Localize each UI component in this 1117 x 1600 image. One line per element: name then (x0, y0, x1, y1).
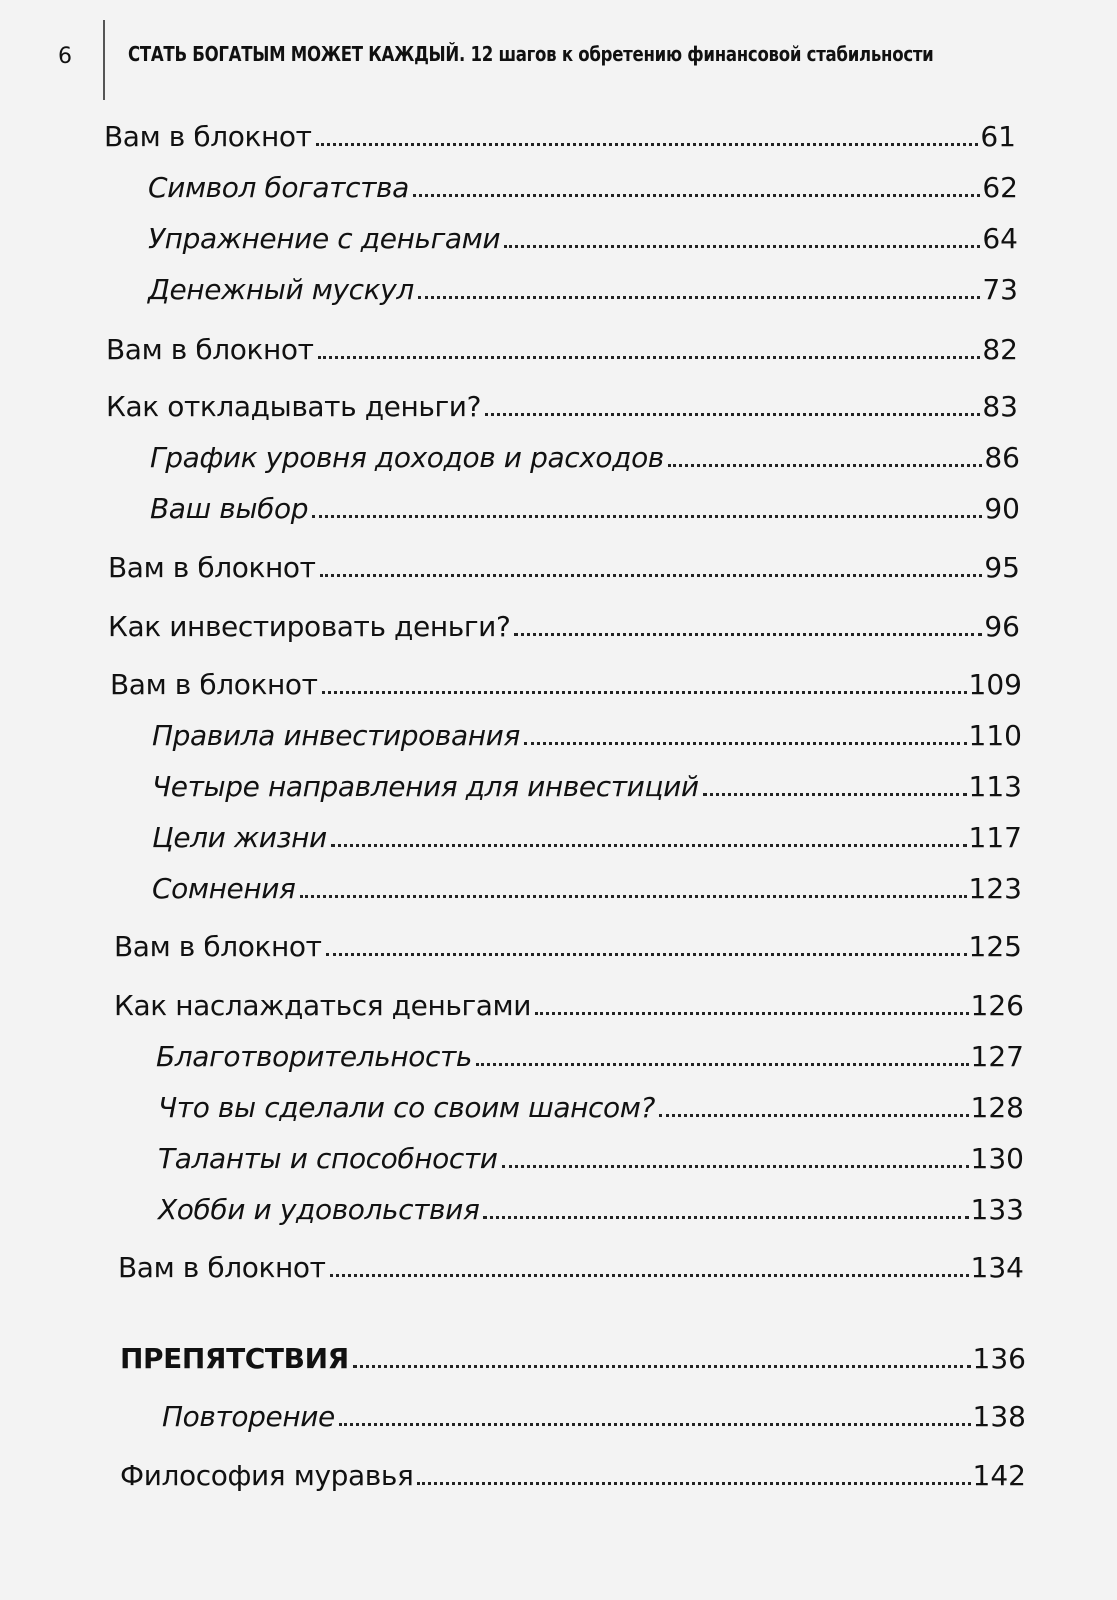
toc-entry (158, 1142, 1024, 1182)
toc-entry-page: 82 (982, 333, 1018, 366)
toc-entry-page: 61 (980, 120, 1016, 153)
toc-entry-title: Вам в блокнот (108, 551, 316, 584)
page-number: 6 (58, 44, 72, 69)
toc-entry-page: 133 (970, 1193, 1024, 1226)
toc-dot-leader (668, 464, 982, 467)
toc-entry (110, 668, 1022, 708)
toc-dot-leader (504, 245, 980, 248)
toc-entry-page: 138 (972, 1400, 1026, 1433)
toc-entry-page: 134 (970, 1251, 1024, 1284)
toc-dot-leader (502, 1165, 969, 1168)
toc-dot-leader (320, 574, 983, 577)
toc-entry-page: 130 (970, 1142, 1024, 1175)
toc-entry-page: 136 (972, 1342, 1026, 1375)
toc-entry-title: Повторение (162, 1400, 335, 1433)
toc-entry-page: 64 (982, 222, 1018, 255)
toc-entry (108, 610, 1020, 650)
toc-entry (120, 1342, 1026, 1382)
toc-entry-page: 83 (982, 390, 1018, 423)
toc-entry-title: Как откладывать деньги? (106, 390, 482, 423)
toc-entry (114, 989, 1024, 1029)
toc-dot-leader (476, 1063, 969, 1066)
toc-entry-page: 96 (984, 610, 1020, 643)
toc-entry-title: Как наслаждаться деньгами (114, 989, 532, 1022)
running-header: СТАТЬ БОГАТЫМ МОЖЕТ КАЖДЫЙ. 12 шагов к обретению финансовой стабильности (128, 42, 934, 66)
toc-entry (114, 930, 1022, 970)
toc-entry (104, 120, 1016, 160)
toc-entry-title: Символ богатства (148, 171, 409, 204)
toc-entry (162, 1400, 1026, 1440)
toc-entry-title: Цели жизни (152, 821, 327, 854)
toc-dot-leader (514, 633, 982, 636)
toc-entry (118, 1251, 1024, 1291)
toc-dot-leader (524, 742, 967, 745)
toc-dot-leader (535, 1012, 969, 1015)
toc-entry-page: 125 (968, 930, 1022, 963)
toc-entry-page: 73 (982, 273, 1018, 306)
toc-entry-title: Правила инвестирования (152, 719, 520, 752)
toc-entry-title: Ваш выбор (150, 492, 309, 525)
toc-entry-page: 95 (984, 551, 1020, 584)
toc-dot-leader (312, 515, 982, 518)
toc-dot-leader (331, 844, 967, 847)
toc-entry-title: Вам в блокнот (104, 120, 312, 153)
toc-entry-page: 128 (970, 1091, 1024, 1124)
toc-entry (152, 821, 1022, 861)
toc-dot-leader (417, 1482, 970, 1485)
toc-entry-title: Вам в блокнот (118, 1251, 326, 1284)
toc-entry (150, 492, 1020, 532)
toc-entry (120, 1459, 1026, 1499)
toc-entry (108, 551, 1020, 591)
toc-entry (158, 1091, 1024, 1131)
toc-dot-leader (316, 143, 979, 146)
toc-entry-title: Сомнения (152, 872, 296, 905)
toc-entry-title: Хобби и удовольствия (158, 1193, 480, 1226)
toc-entry (106, 333, 1018, 373)
toc-entry-page: 110 (968, 719, 1022, 752)
toc-dot-leader (326, 953, 967, 956)
toc-entry (148, 222, 1018, 262)
toc-entry-page: 86 (984, 441, 1020, 474)
toc-dot-leader (483, 1216, 968, 1219)
toc-dot-leader (330, 1274, 969, 1277)
toc-entry-title: Вам в блокнот (114, 930, 322, 963)
toc-entry-title: Что вы сделали со своим шансом? (158, 1091, 655, 1124)
toc-entry (148, 273, 1018, 313)
toc-dot-leader (418, 296, 981, 299)
toc-entry-title: Вам в блокнот (106, 333, 314, 366)
toc-entry-title: Упражнение с деньгами (148, 222, 501, 255)
toc-entry-page: 142 (972, 1459, 1026, 1492)
toc-entry (106, 390, 1018, 430)
toc-entry-title: Таланты и способности (158, 1142, 498, 1175)
toc-entry-title: График уровня доходов и расходов (150, 441, 664, 474)
toc-dot-leader (413, 194, 981, 197)
toc-dot-leader (300, 895, 967, 898)
toc-dot-leader (339, 1423, 971, 1426)
toc-entry (152, 872, 1022, 912)
toc-dot-leader (703, 793, 967, 796)
toc-entry-page: 109 (968, 668, 1022, 701)
toc-entry-page: 127 (970, 1040, 1024, 1073)
toc-entry-title: Четыре направления для инвестиций (152, 770, 699, 803)
toc-entry (150, 441, 1020, 481)
toc-entry-title: Философия муравья (120, 1459, 414, 1492)
toc-dot-leader (485, 413, 980, 416)
toc-entry-page: 123 (968, 872, 1022, 905)
toc-entry-title: ПРЕПЯТСТВИЯ (120, 1342, 349, 1375)
toc-entry (158, 1193, 1024, 1233)
toc-entry-title: Благотворительность (156, 1040, 472, 1073)
toc-entry-title: Вам в блокнот (110, 668, 318, 701)
toc-entry (148, 171, 1018, 211)
toc-entry (152, 719, 1022, 759)
toc-dot-leader (659, 1114, 969, 1117)
toc-dot-leader (353, 1365, 971, 1368)
toc-dot-leader (322, 691, 967, 694)
toc-entry (152, 770, 1022, 810)
toc-entry-page: 126 (970, 989, 1024, 1022)
toc-entry-title: Денежный мускул (148, 273, 414, 306)
toc-entry-page: 117 (968, 821, 1022, 854)
toc-entry (156, 1040, 1024, 1080)
toc-entry-page: 90 (984, 492, 1020, 525)
toc-entry-title: Как инвестировать деньги? (108, 610, 511, 643)
toc-dot-leader (318, 356, 981, 359)
toc-entry-page: 113 (968, 770, 1022, 803)
toc-entry-page: 62 (982, 171, 1018, 204)
